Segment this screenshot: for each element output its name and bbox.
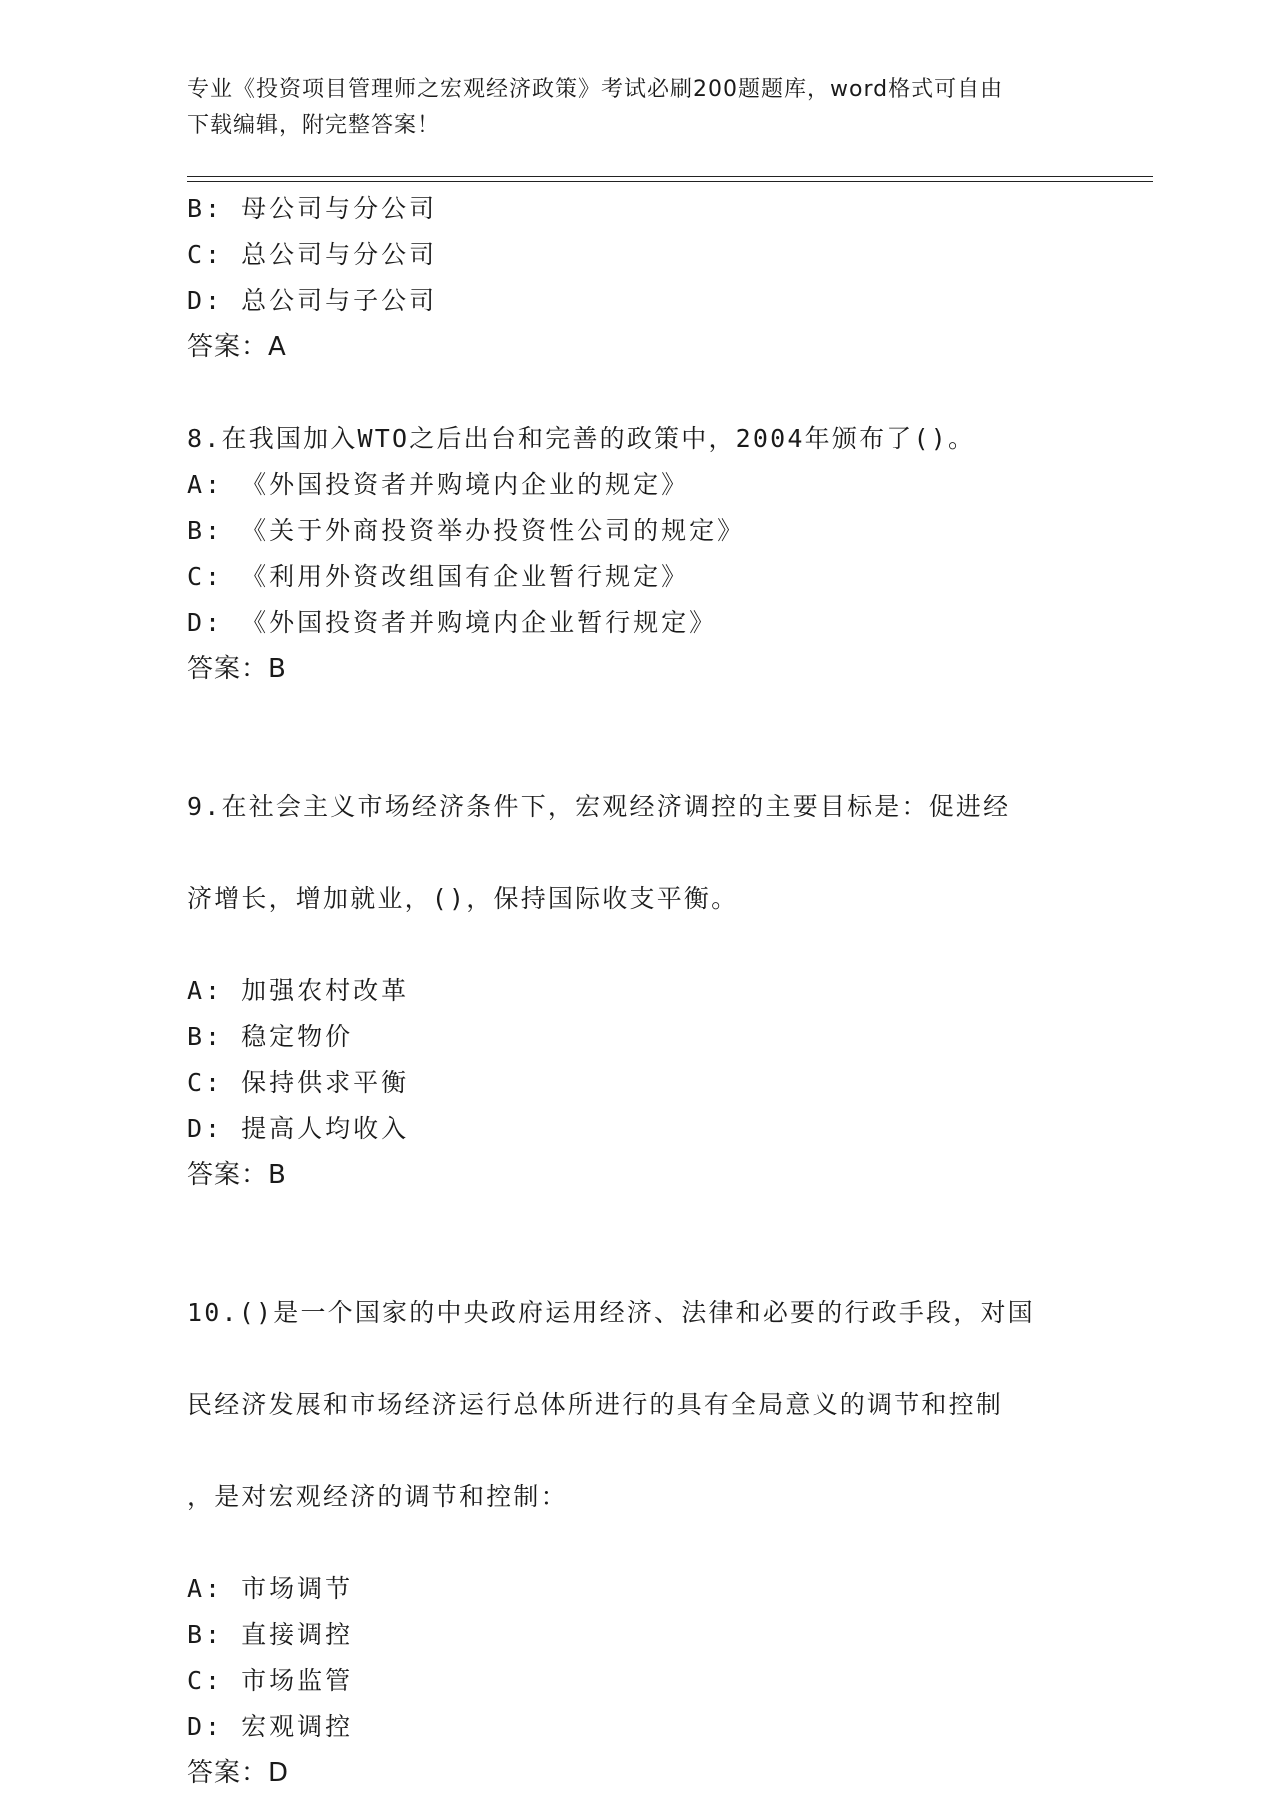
option-c: C: 《利用外资改组国有企业暂行规定》: [187, 562, 690, 591]
option-b: B: 稳定物价: [187, 1022, 354, 1051]
answer: 答案：B: [187, 654, 287, 684]
header-title-line-2: 下载编辑，附完整答案！: [187, 113, 441, 138]
option-b: B: 《关于外商投资举办投资性公司的规定》: [187, 516, 746, 545]
option-a: A: 市场调节: [187, 1574, 354, 1603]
answer: 答案：A: [187, 332, 287, 362]
question-stem: 8.在我国加入WTO之后出台和完善的政策中，2004年颁布了()。: [187, 424, 976, 453]
answer: 答案：D: [187, 1758, 290, 1788]
question-stem: [187, 1244, 1087, 1566]
option-c: C: 保持供求平衡: [187, 1068, 410, 1097]
answer: 答案：B: [187, 1160, 287, 1190]
question-stem-line-1: 10.()是一个国家的中央政府运用经济、法律和必要的行政手段，对国: [187, 1298, 1035, 1327]
question-stem-line-2: 民经济发展和市场经济运行总体所进行的具有全局意义的调节和控制: [187, 1390, 1004, 1419]
header-divider-bottom: [187, 181, 1153, 182]
question-10: [187, 1244, 1087, 1796]
option-a: A: 《外国投资者并购境内企业的规定》: [187, 470, 690, 499]
option-b: B: 直接调控: [187, 1620, 354, 1649]
question-stem-line-2: 济增长，增加就业，()，保持国际收支平衡。: [187, 884, 739, 913]
header-divider-top: [187, 176, 1153, 177]
question-9: [187, 738, 1087, 1198]
option-a: A: 加强农村改革: [187, 976, 410, 1005]
option-d: D: 《外国投资者并购境内企业暂行规定》: [187, 608, 718, 637]
question-7-tail: [187, 186, 1087, 370]
header-title-line-1: 专业《投资项目管理师之宏观经济政策》考试必刷200题题库，word格式可自由: [187, 77, 1004, 102]
option-c: C: 总公司与分公司: [187, 240, 438, 269]
question-8: [187, 416, 1087, 692]
question-stem: [187, 738, 1087, 968]
option-c: C: 市场监管: [187, 1666, 354, 1695]
question-list: [187, 186, 1087, 1796]
option-b: B: 母公司与分公司: [187, 194, 438, 223]
question-stem-line-3: ，是对宏观经济的调节和控制：: [187, 1482, 568, 1511]
option-d: D: 总公司与子公司: [187, 286, 438, 315]
option-d: D: 提高人均收入: [187, 1114, 410, 1143]
option-d: D: 宏观调控: [187, 1712, 354, 1741]
question-stem-line-1: 9.在社会主义市场经济条件下，宏观经济调控的主要目标是：促进经: [187, 792, 1011, 821]
document-header: [187, 72, 1067, 144]
